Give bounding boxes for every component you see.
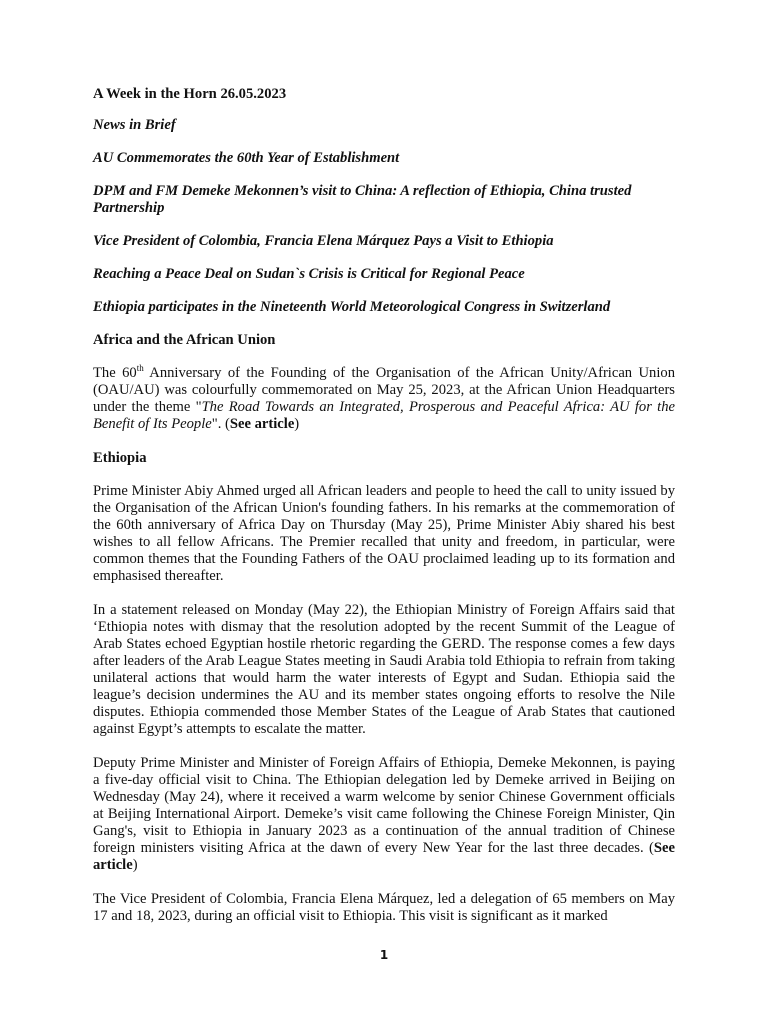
paragraph-text: ) bbox=[132, 857, 138, 873]
document-body bbox=[93, 86, 675, 942]
brief-item: AU Commemorates the 60th Year of Establishment bbox=[93, 150, 400, 166]
see-article-link[interactable]: See article bbox=[229, 416, 295, 432]
paragraph-arab-league: In a statement released on Monday (May 22), the Ethiopian Ministry of Foreign Affairs said that ‘Ethiopia notes with dismay that the resolution adopted by the recent Summit of the League of Arab States echoed Egyptian hostile rhetoric regarding the GERD. The response comes a few days after leaders of the Arab League States meeting in Saudi Arabia told Ethiopia to refrain from taking unilateral actions that would harm the water interests of Egypt and Sudan. Ethiopia said the league’s decision undermines the AU and its member states ongoing efforts to resolve the Nile disputes. Ethiopia commended those Member States of the League of Arab States that cautioned against Egypt’s attempts to escalate the matter. bbox=[93, 602, 675, 737]
paragraph-colombia-visit: The Vice President of Colombia, Francia Elena Márquez, led a delegation of 65 members on May 17 and 18, 2023, during an official visit to Ethiopia. This visit is significant as it marked bbox=[93, 891, 675, 924]
ordinal-superscript: th bbox=[136, 363, 144, 374]
page-number: 1 bbox=[379, 948, 389, 962]
paragraph-text: Anniversary of the Founding of the Organisation of the African Unity/African Union (OAU/AU) was colourfully commemorated on May 25, 2023, at the African Union Headquarters under the theme " bbox=[93, 365, 675, 415]
paragraph-text: ". ( bbox=[211, 416, 230, 432]
document-title: A Week in the Horn 26.05.2023 bbox=[93, 86, 287, 102]
paragraph-text: Deputy Prime Minister and Minister of Foreign Affairs of Ethiopia, Demeke Mekonnen, is paying a five-day official visit to China. The Ethiopian delegation led by Demeke arrived in Beijing on Wednesday (May 24), where it received a warm welcome by senior Chinese Government officials at Beijing International Airport. Demeke’s visit came following the Chinese Foreign Minister, Qin Gang's, visit to Ethiopia in January 2023 as a continuation of the annual tradition of Chinese foreign ministers visiting Africa at the dawn of every New Year for the last three decades. ( bbox=[93, 755, 675, 856]
paragraph-demeke-china bbox=[93, 755, 675, 874]
paragraph-text: The 60 bbox=[93, 365, 137, 381]
see-article-link[interactable]: See article bbox=[93, 840, 675, 873]
brief-item: Vice President of Colombia, Francia Elena Márquez Pays a Visit to Ethiopia bbox=[93, 233, 554, 249]
brief-item: Ethiopia participates in the Nineteenth World Meteorological Congress in Switzerland bbox=[93, 299, 611, 315]
news-in-brief-heading: News in Brief bbox=[93, 117, 176, 133]
theme-text: The Road Towards an Integrated, Prosperous and Peaceful Africa: AU for the Benefit of Its People bbox=[93, 399, 676, 432]
section-heading-ethiopia: Ethiopia bbox=[93, 450, 147, 466]
paragraph-au-anniversary bbox=[93, 365, 675, 433]
brief-item: DPM and FM Demeke Mekonnen’s visit to China: A reflection of Ethiopia, China trusted Partnership bbox=[93, 183, 632, 216]
paragraph-abiy-unity: Prime Minister Abiy Ahmed urged all African leaders and people to heed the call to unity issued by the Organisation of the African Union's founding fathers. In his remarks at the commemoration of the 60th anniversary of Africa Day on Thursday (May 25), Prime Minister Abiy shared his best wishes to all fellow Africans. The Premier recalled that unity and freedom, in particular, were common themes that the Founding Fathers of the OAU proclaimed leading up to its formation and emphasised thereafter. bbox=[93, 483, 675, 584]
paragraph-text: ) bbox=[294, 416, 300, 432]
section-heading-african-union: Africa and the African Union bbox=[93, 332, 276, 348]
brief-item: Reaching a Peace Deal on Sudan`s Crisis is Critical for Regional Peace bbox=[93, 266, 525, 282]
